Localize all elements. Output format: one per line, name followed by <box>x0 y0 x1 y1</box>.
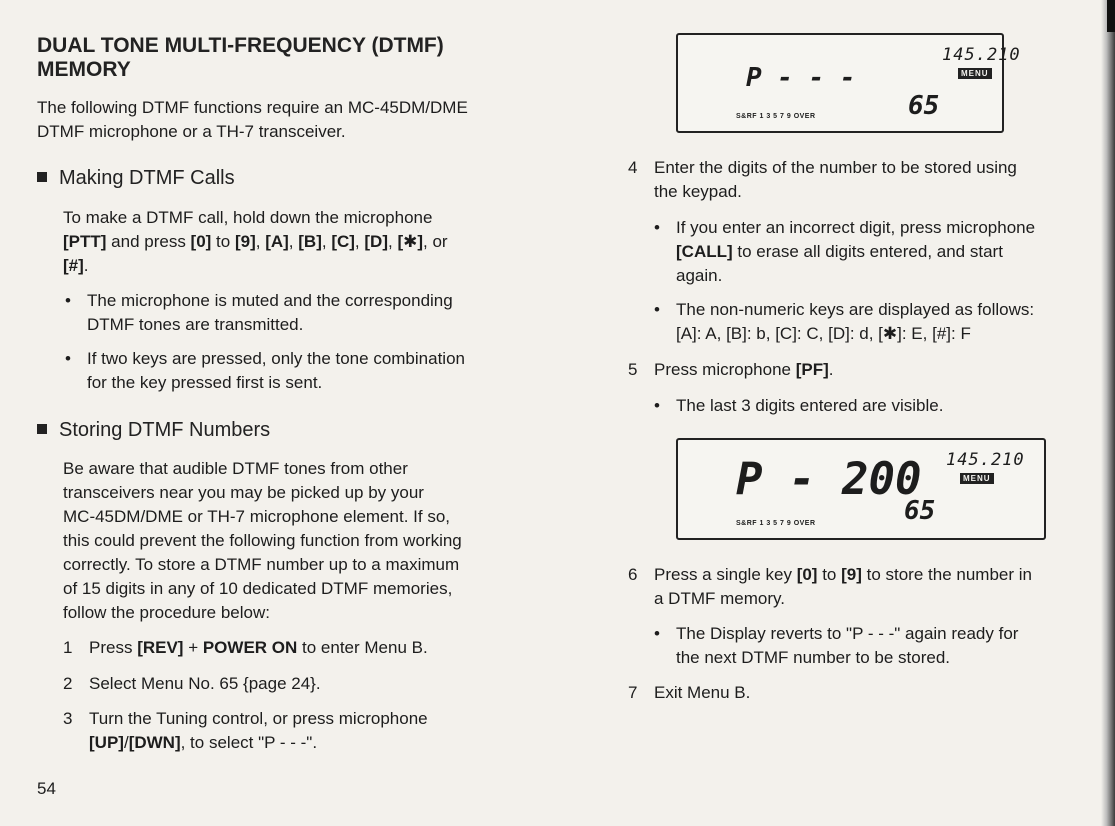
bullet-dot-icon: • <box>65 291 71 310</box>
list-item: • The last 3 digits entered are visible. <box>652 394 1115 418</box>
intro-line-2: DTMF microphone or a TH-7 transceiver. <box>37 122 346 141</box>
lcd-main-text: P - - - <box>746 63 856 93</box>
step-1: 1 Press [REV] + POWER ON to enter Menu B. <box>63 638 428 657</box>
step-6: 6 Press a single key [0] to [9] to store the number in a DTMF memory. <box>628 565 1032 608</box>
section-heading-making-calls <box>37 166 235 190</box>
title-line-1: DUAL TONE MULTI-FREQUENCY (DTMF) <box>37 34 444 57</box>
making-line-1: To make a DTMF call, hold down the microphone <box>63 208 433 227</box>
bullet-dot-icon: • <box>65 349 71 368</box>
making-calls-paragraph <box>63 206 558 278</box>
lcd-display-1 <box>676 33 1021 133</box>
lcd-menu-indicator: MENU <box>960 473 994 484</box>
section-title: Storing DTMF Numbers <box>59 419 271 441</box>
page-title <box>37 34 562 82</box>
bullet-dot-icon: • <box>654 218 660 237</box>
list-item: • If you enter an incorrect digit, press microphone [CALL] to erase all digits entered, and start again. <box>654 218 1036 285</box>
bullet-dot-icon: • <box>654 300 660 319</box>
list-item: • The non-numeric keys are displayed as follows: [A]: A, [B]: b, [C]: C, [D]: d, [✱]: E, [#]: F <box>654 300 1035 343</box>
lcd-main-text: P - 200 <box>736 454 922 505</box>
list-item: • If two keys are pressed, only the tone combination for the key pressed first is sent. <box>65 349 465 392</box>
intro-paragraph <box>37 96 562 144</box>
lcd-channel: 65 <box>908 91 940 121</box>
list-item: • The Display reverts to "P - - -" again ready for the next DTMF number to be stored. <box>654 624 1019 667</box>
bullet-dot-icon: • <box>654 396 660 415</box>
lcd-display-2 <box>676 438 1046 540</box>
lcd-channel: 65 <box>904 496 936 526</box>
lcd-signal-meter: S&RF 1 3 5 7 9 OVER <box>736 113 816 120</box>
step-4: 4 Enter the digits of the number to be stored using the keypad. <box>628 158 1017 201</box>
square-bullet-icon <box>37 172 47 182</box>
step-2: 2 Select Menu No. 65 {page 24}. <box>63 674 321 693</box>
making-line-2: [PTT] and press [0] to [9], [A], [B], [C], [D], [✱], or <box>63 232 448 251</box>
lcd-frequency: 145.210 <box>942 45 1021 65</box>
page-edge-marker <box>1107 0 1115 32</box>
title-line-2: MEMORY <box>37 58 131 81</box>
page-number: 54 <box>37 779 56 798</box>
lcd-menu-indicator: MENU <box>958 68 992 79</box>
list-item: • The microphone is muted and the corresponding DTMF tones are transmitted. <box>65 291 453 334</box>
making-line-3: [#]. <box>63 256 89 275</box>
step-5: 5 Press microphone [PF]. <box>628 360 834 379</box>
bullet-dot-icon: • <box>654 624 660 643</box>
lcd-frequency: 145.210 <box>946 450 1025 470</box>
section-heading-storing-numbers <box>37 418 270 442</box>
step-7: 7 Exit Menu B. <box>628 683 751 702</box>
intro-line-1: The following DTMF functions require an MC-45DM/DME <box>37 98 468 117</box>
storing-paragraph: Be aware that audible DTMF tones from other transceivers near you may be picked up by your MC-45DM/DME or TH-7 microphone element. If so, this could prevent the following function from working correctly. To store a DTMF number up to a maximum of 15 digits in any of 10 dedicated DTMF memories, follow the procedure below: <box>63 459 462 622</box>
section-title: Making DTMF Calls <box>59 167 235 189</box>
square-bullet-icon <box>37 424 47 434</box>
lcd-signal-meter: S&RF 1 3 5 7 9 OVER <box>736 520 816 527</box>
step-3: 3 Turn the Tuning control, or press microphone [UP]/[DWN], to select "P - - -". <box>63 709 428 752</box>
